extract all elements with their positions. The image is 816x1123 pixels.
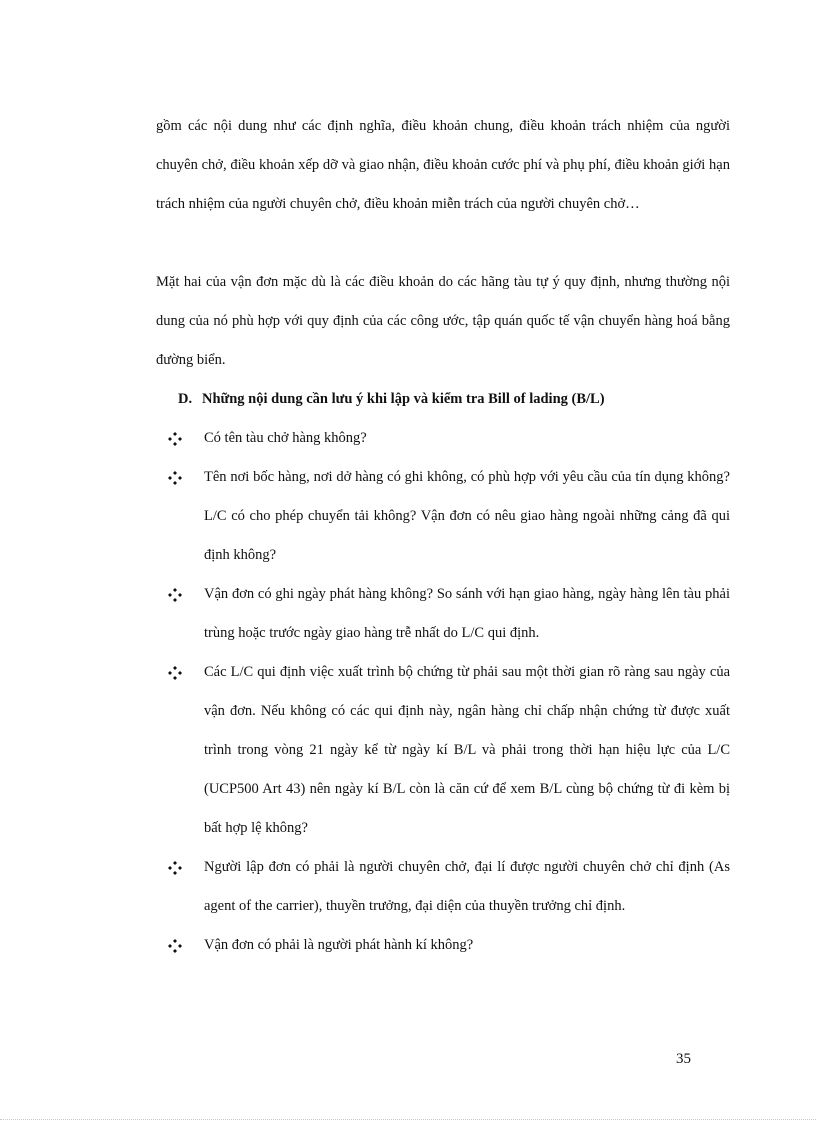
body-paragraph-2: Mặt hai của vận đơn mặc dù là các điều khoản do các hãng tàu tự ý quy định, nhưng thường nội dung của nó phù hợp với quy định của các công ước, tập quán quốc tế vận chuyển hàng hoá bằng đường biển. bbox=[156, 274, 730, 368]
section-heading bbox=[178, 380, 738, 419]
four-diamond-bullet-icon bbox=[166, 848, 184, 887]
list-item bbox=[166, 419, 736, 458]
section-heading-text: Những nội dung cần lưu ý khi lập và kiểm tra Bill of lading (B/L) bbox=[202, 391, 605, 407]
list-item bbox=[166, 653, 736, 848]
list-item bbox=[166, 848, 736, 926]
body-paragraph-1: gồm các nội dung như các định nghĩa, điều khoản chung, điều khoản trách nhiệm của người chuyên chở, điều khoản xếp dỡ và giao nhận, điều khoản cước phí và phụ phí, điều khoản giới hạn trách nhiệm của người chuyên chở, điều khoản miễn trách của người chuyên chở… bbox=[156, 118, 730, 212]
four-diamond-bullet-icon bbox=[166, 575, 184, 614]
checklist bbox=[166, 419, 736, 965]
four-diamond-bullet-icon bbox=[166, 419, 184, 458]
list-item bbox=[166, 458, 736, 575]
list-item-text: Các L/C qui định việc xuất trình bộ chứng từ phải sau một thời gian rõ ràng sau ngày của vận đơn. Nếu không có các qui định này, ngân hàng chỉ chấp nhận chứng từ được xuất trình trong vòng 21 ngày kể từ ngày kí B/L và phải trong thời hạn hiệu lực của L/C (UCP500 Art 43) nên ngày kí B/L còn là căn cứ để xem B/L cùng bộ chứng từ đi kèm bị bất hợp lệ không? bbox=[204, 664, 730, 836]
list-item-text: Có tên tàu chở hàng không? bbox=[204, 430, 367, 446]
bottom-divider bbox=[0, 1119, 816, 1120]
four-diamond-bullet-icon bbox=[166, 458, 184, 497]
list-item-text: Tên nơi bốc hàng, nơi dở hàng có ghi không, có phù hợp với yêu cầu của tín dụng không? L/C có cho phép chuyển tải không? Vận đơn có nêu giao hàng ngoài những cảng đã qui định không? bbox=[204, 469, 730, 563]
section-letter: D. bbox=[178, 391, 193, 407]
list-item-text: Người lập đơn có phải là người chuyên chở, đại lí được người chuyên chở chỉ định (As agent of the carrier), thuyền trưởng, đại diện của thuyền trưởng chỉ định. bbox=[204, 859, 730, 914]
list-item-text: Vận đơn có ghi ngày phát hàng không? So sánh với hạn giao hàng, ngày hàng lên tàu phải trùng hoặc trước ngày giao hàng trễ nhất do L/C qui định. bbox=[204, 586, 730, 641]
list-item bbox=[166, 926, 736, 965]
four-diamond-bullet-icon bbox=[166, 653, 184, 692]
page-number: 35 bbox=[676, 1051, 691, 1067]
list-item-text: Vận đơn có phải là người phát hành kí không? bbox=[204, 937, 474, 953]
list-item bbox=[166, 575, 736, 653]
four-diamond-bullet-icon bbox=[166, 926, 184, 965]
